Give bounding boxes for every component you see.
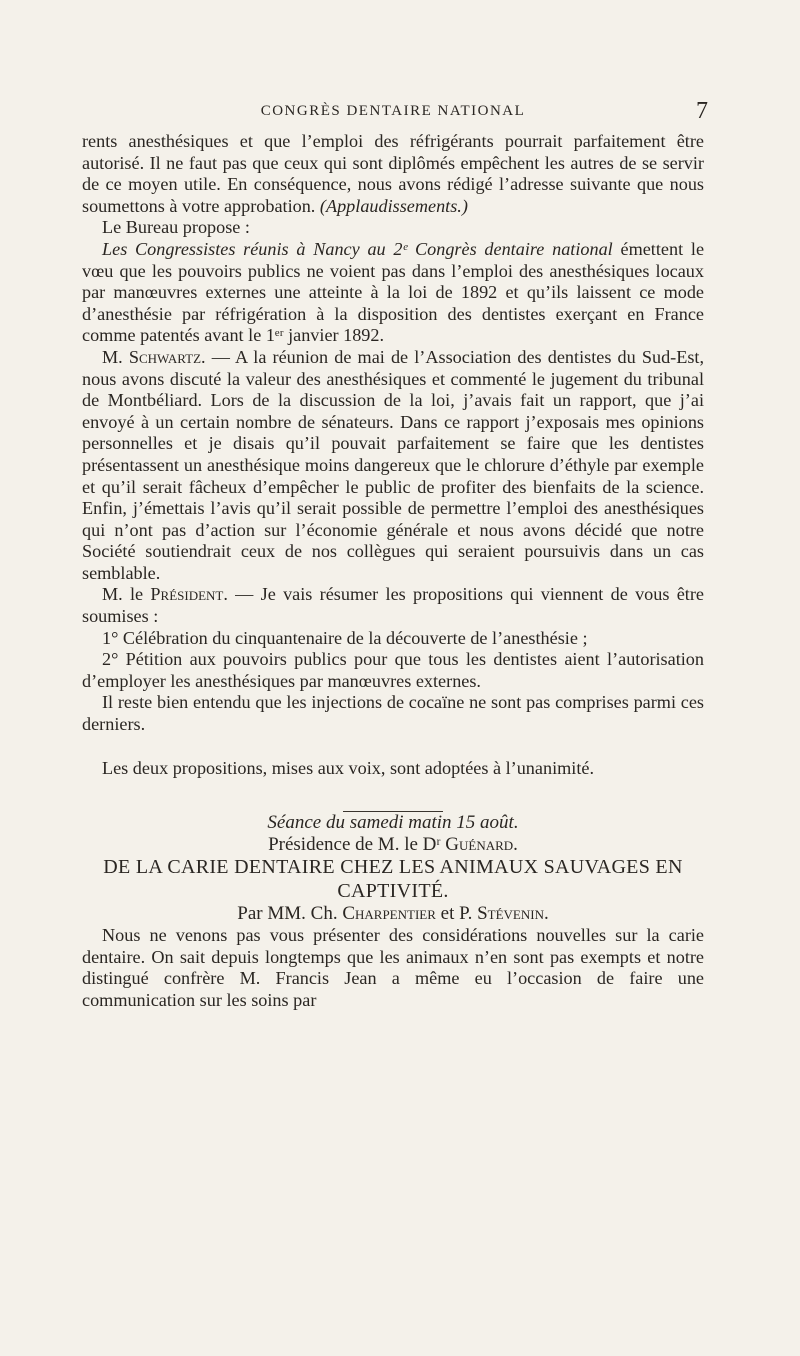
paragraph: [82, 584, 704, 627]
running-title: CONGRÈS DENTAIRE NATIONAL: [260, 103, 526, 119]
resolution-text: émettent le vœu que les pouvoirs publics ne voient pas dans l’emploi des anesthésiques locaux par manœuvres externes une atteinte à la loi de 1892 et qu’ils laissent ce mode d’anesthésie par réfrigération à la disposition des dentistes exerçant en France comme patentés avant le 1ᵉʳ janvier 1892.: [82, 238, 705, 346]
paragraph: [82, 239, 704, 347]
presidence-line: [82, 834, 704, 856]
authors-mid: et P.: [435, 903, 478, 925]
presidence-prefix: Présidence de M. le Dʳ: [268, 833, 446, 855]
speaker-prefix: M. le: [102, 584, 151, 605]
speech-text: — A la réunion de mai de l’Association des dentistes du Sud-Est, nous avons discuté la valeur des anesthésiques et commenté le jugement du tribunal de Montbéliard. Lors de la discussion de la loi, j’avais fait un rapport, que j’ai envoyé à un certain nombre de sénateurs. Dans ce rapport j’exposais mes opinions personnelles et je disais qu’il pouvait parfaitement se faire que les dentistes présentassent un anesthésique moins dangereux que le chlorure d’éthyle par exemple et qu’il serait fâcheux d’empêcher le public de profiter des bienfaits de la science. Enfin, j’émettais l’avis qu’il serait possible de permettre l’emploi des anesthésiques qui n’ont pas d’action sur l’économie générale et nous avons décidé que notre Société soutiendrait ceux de nos collègues qui seraient poursuivis dans un cas semblable.: [82, 346, 705, 583]
page-number: 7: [696, 98, 708, 124]
page-header: [82, 98, 708, 126]
author-name: Charpentier: [342, 903, 436, 925]
paragraph: [82, 347, 704, 585]
list-item: 2° Pétition aux pouvoirs publics pour que tous les dentistes aient l’autorisation d’employer les anesthésiques par manœuvres externes.: [82, 649, 704, 691]
paragraph-text: rents anesthésiques et que l’emploi des réfrigérants pourrait parfaitement être autorisé. Il ne faut pas que ceux qui sont diplômés empêchent les autres de se servir de ce moyen utile. En conséquence, nous avons rédigé l’adresse suivante que nous soumettons à votre approbation.: [82, 131, 704, 216]
paragraph: [82, 131, 704, 217]
speech-text: — Je vais résumer les propositions qui viennent de vous être soumises :: [82, 584, 704, 627]
page-body: [82, 131, 704, 1011]
paragraph: Les deux propositions, mises aux voix, sont adoptées à l’unanimité.: [102, 757, 594, 778]
authors-line: [82, 903, 704, 925]
spacer: [82, 736, 704, 758]
paragraph: Il reste bien entendu que les injections de cocaïne ne sont pas comprises parmi ces derniers.: [82, 692, 704, 735]
applause-note: (Applaudissements.): [319, 195, 468, 216]
president-name: Guénard.: [445, 833, 518, 855]
session-heading: Séance du samedi matin 15 août.: [267, 812, 519, 834]
speaker-name: Président.: [150, 584, 228, 605]
author-name: Stévenin.: [477, 903, 549, 925]
authors-prefix: Par MM. Ch.: [237, 903, 343, 925]
resolution-lead: Les Congressistes réunis à Nancy au 2ᵉ Congrès dentaire national: [102, 238, 613, 259]
article-title: DE LA CARIE DENTAIRE CHEZ LES ANIMAUX SAUVAGES EN CAPTIVITÉ.: [103, 856, 683, 903]
paragraph: Le Bureau propose :: [102, 217, 250, 238]
paragraph: Nous ne venons pas vous présenter des considérations nouvelles sur la carie dentaire. On sait depuis longtemps que les animaux n’en sont pas exempts et notre distingué confrère M. Francis Jean a même eu l’occasion de faire une communication sur les soins par: [82, 925, 704, 1010]
list-item: 1° Célébration du cinquantenaire de la découverte de l’anesthésie ;: [102, 627, 588, 648]
speaker-name: M. Schwartz.: [102, 346, 206, 367]
